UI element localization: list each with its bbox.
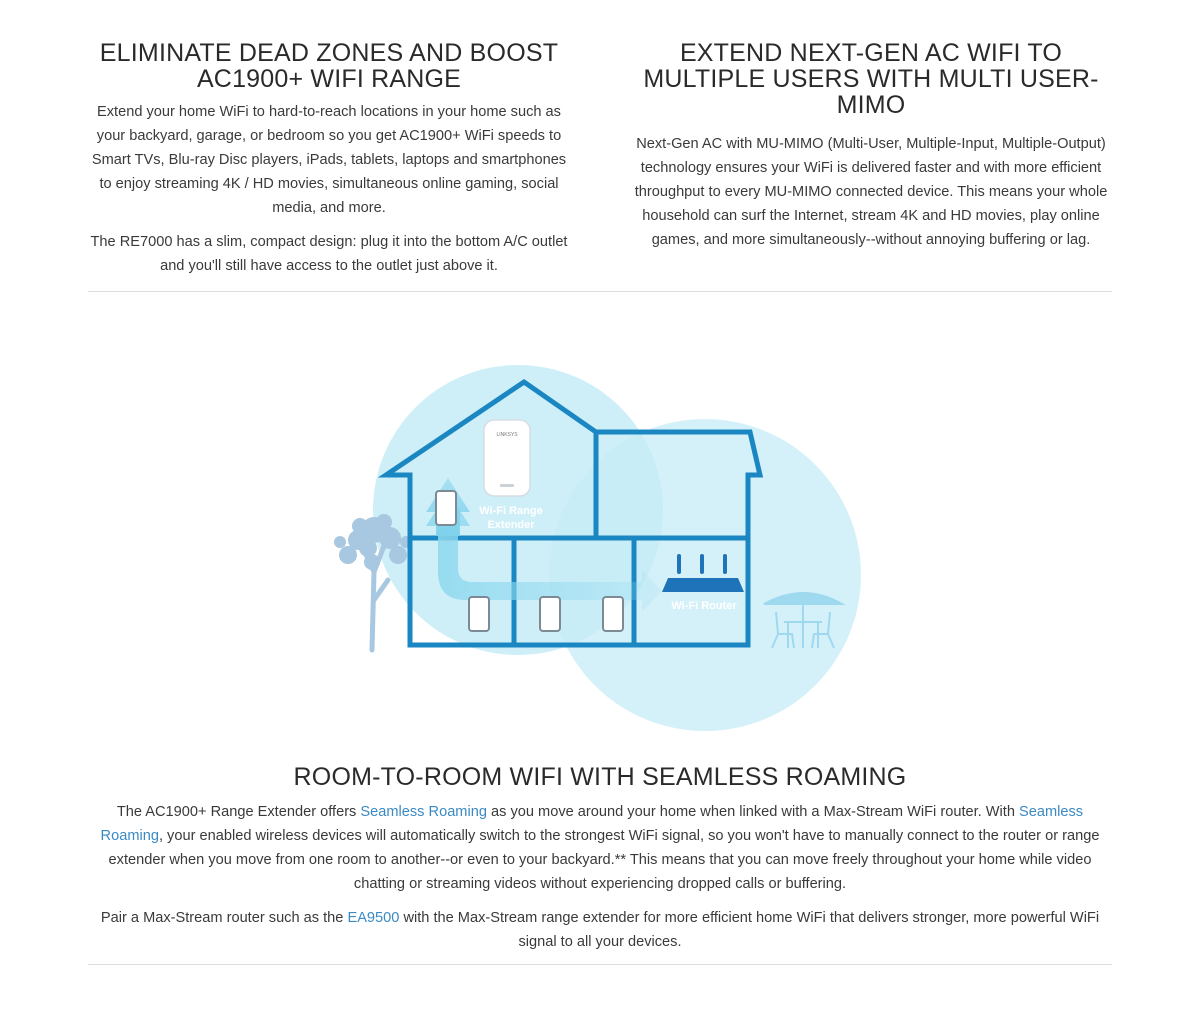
home-coverage-illustration	[88, 300, 1112, 740]
pairing-text-1: Pair a Max-Stream router such as the	[100, 910, 348, 926]
seamless-roaming-link[interactable]: Seamless Roaming	[360, 804, 487, 820]
range-extender-device	[484, 420, 530, 496]
ea9500-link[interactable]: EA9500	[347, 910, 400, 926]
roaming-text-3: , your enabled wireless devices will automatically switch to the strongest WiFi signal, so you won't have to manually connect to the router or range extender when you move from one room to another--or even to your backyard.** This means that you can move freely throughout your home while video chatting or streaming videos without experiencing dropped calls or buffering.	[108, 828, 1100, 892]
extender-label-line1: Wi-Fi Range	[479, 505, 543, 517]
roaming-text-1: The AC1900+ Range Extender offers	[116, 804, 361, 820]
product-features-page	[88, 0, 1112, 950]
section-divider	[88, 291, 1112, 292]
extender-brand-text: LINKSYS	[496, 432, 518, 438]
extender-label-line2: Extender	[487, 519, 535, 531]
seamless-roaming-link-2[interactable]: Seamless Roaming	[100, 804, 1084, 844]
feature-dead-zones	[88, 40, 570, 288]
router-label: Wi-Fi Router	[671, 600, 737, 612]
feature-columns	[88, 0, 1112, 288]
pairing-text-2: with the Max-Stream range extender for more efficient home WiFi that delivers stronger, more powerful WiFi signal to all your devices.	[399, 910, 1100, 950]
feature-text-compact-design: The RE7000 has a slim, compact design: plug it into the bottom A/C outlet and you'll still have access to the outlet just above it.	[90, 234, 568, 274]
feature-heading-dead-zones: ELIMINATE DEAD ZONES AND BOOST AC1900+ WIFI RANGE	[99, 39, 559, 93]
roaming-text-2: as you move around your home when linked with a Max-Stream WiFi router. With	[486, 804, 1020, 820]
feature-text-mu-mimo: Next-Gen AC with MU-MIMO (Multi-User, Multiple-Input, Multiple-Output) technology ensures your WiFi is delivered faster and with more efficient throughput to every MU-MIMO connected device. This means your whole household can surf the Internet, stream 4K and HD movies, play online games, and more simultaneously--without annoying buffering or lag.	[634, 136, 1108, 248]
roaming-heading: ROOM-TO-ROOM WIFI WITH SEAMLESS ROAMING	[293, 763, 907, 791]
router-pairing-description	[88, 906, 1112, 954]
feature-heading-mu-mimo: EXTEND NEXT-GEN AC WIFI TO MULTIPLE USERS WITH MULTI USER-MIMO	[643, 39, 1099, 119]
house-diagram	[88, 300, 1112, 740]
seamless-roaming-section	[88, 764, 1112, 964]
feature-text-dead-zones: Extend your home WiFi to hard-to-reach locations in your home such as your backyard, garage, or bedroom so you get AC1900+ WiFi speeds to Smart TVs, Blu-ray Disc players, iPads, tablets, laptops and smartphones to enjoy streaming 4K / HD movies, simultaneous online gaming, social media, and more.	[91, 104, 567, 216]
feature-mu-mimo	[630, 40, 1112, 288]
section-divider-bottom	[88, 964, 1112, 965]
roaming-description	[88, 800, 1112, 896]
